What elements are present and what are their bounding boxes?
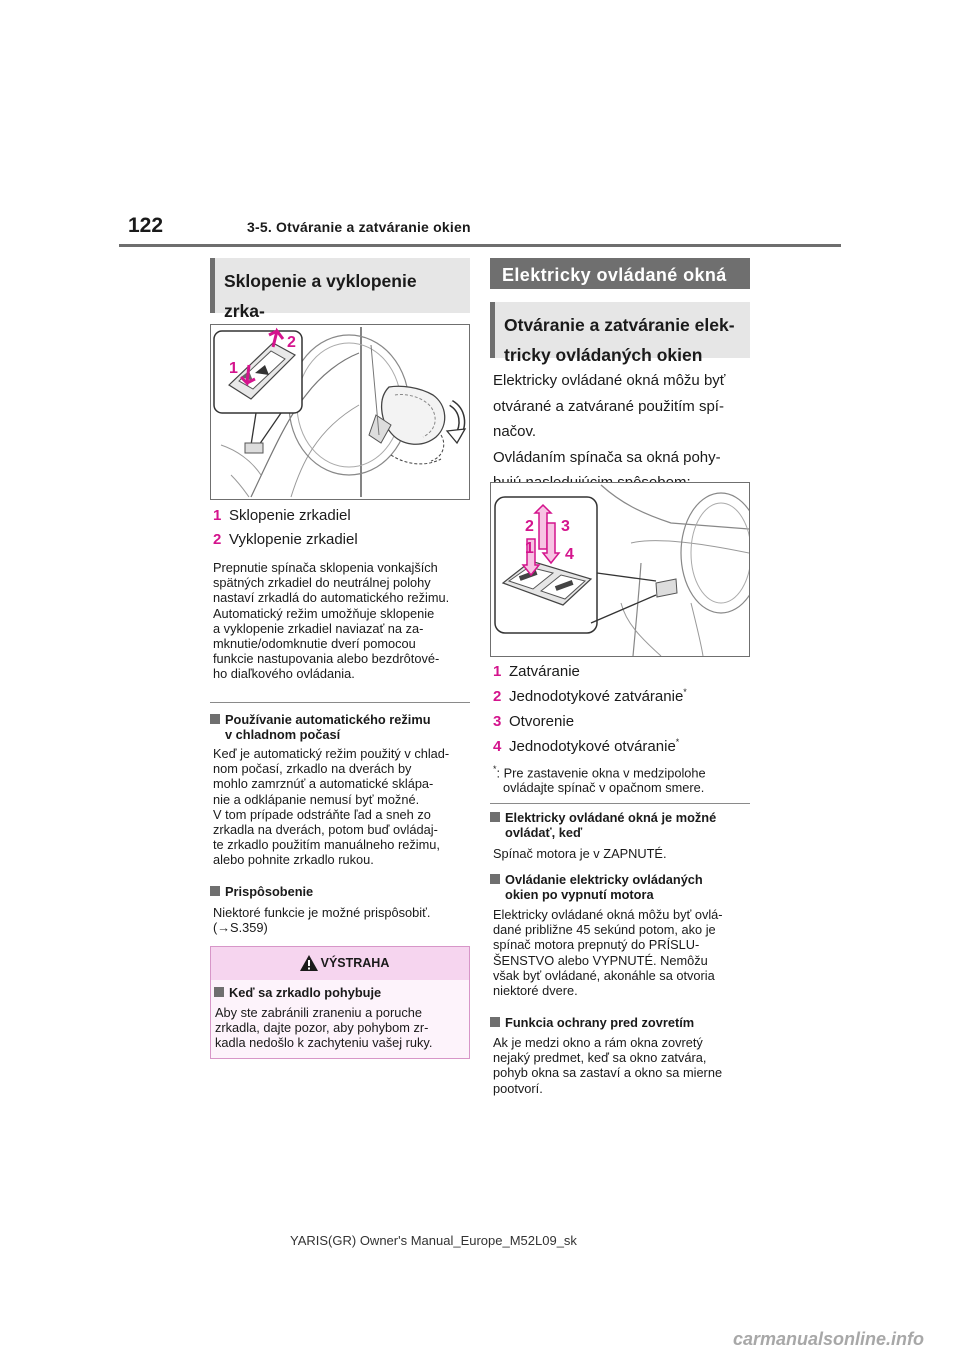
item-number: 1 — [493, 663, 502, 680]
section-title-mirrors — [210, 258, 470, 321]
text-line: Elektricky ovládané okná môžu byť — [493, 372, 726, 389]
text-line: zrkadla, dajte pozor, aby pohybom zr- — [215, 1020, 429, 1036]
text-line: Ak je medzi okno a rám okna zovretý — [493, 1035, 703, 1050]
text-line: nejaký predmet, keď sa okno zatvára, — [493, 1050, 707, 1066]
text-line: V tom prípade odstráňte ľad a sneh zo — [213, 806, 431, 822]
callout-2: 2 — [287, 334, 296, 351]
text-line: nastaví zrkadlá do automatického režimu. — [213, 590, 450, 606]
window-switch-illustration — [491, 483, 749, 656]
item-number: 3 — [493, 713, 502, 730]
text-line: : Pre zastavenie okna v medzipolohe — [496, 765, 706, 781]
item-number: 2 — [213, 531, 222, 548]
text-line: pootvorí. — [493, 1080, 543, 1096]
text-line: Automatický režim umožňuje sklopenie — [213, 605, 435, 621]
divider — [490, 803, 750, 804]
text-line: pohyb okna sa zastaví a okno sa mierne — [493, 1065, 723, 1081]
callout-1: 1 — [525, 540, 534, 557]
text-line: Prepnutie spínača sklopenia vonkajších — [213, 560, 438, 575]
text-line: mohlo zamrznúť a automatické sklápa- — [213, 776, 434, 792]
windows-intro — [493, 368, 753, 496]
mirror-figure — [210, 324, 470, 500]
customization-heading: Prispôsobenie — [210, 884, 470, 899]
item-text: Zatváranie — [509, 663, 580, 680]
text-line: spínač motora prepnutý do PRÍSLU- — [493, 937, 700, 953]
text-line: a vyklopenie zrkadiel naviazať na za- — [213, 620, 424, 636]
text-line: spätných zrkadiel do neutrálnej polohy — [213, 575, 431, 591]
text-line: nie a odklápanie nemusí byť možné. — [213, 791, 420, 807]
item-text: Jednodotykové otváranie — [509, 738, 676, 755]
heading-line: Elektricky ovládané okná je možné — [505, 810, 717, 825]
text-line: niektoré dvere. — [493, 983, 578, 999]
list-item — [493, 712, 574, 730]
page-number: 122 — [128, 214, 164, 237]
operate-when-text: Spínač motora je v ZAPNUTÉ. — [493, 846, 667, 861]
text-line: Keď je automatický režim použitý v chlad- — [213, 746, 450, 761]
cold-weather-paragraph — [213, 746, 473, 868]
list-item — [213, 507, 351, 524]
window-switch-figure — [490, 482, 750, 657]
item-number: 2 — [493, 688, 502, 705]
list-item — [213, 531, 358, 548]
warning-title: VÝSTRAHA — [320, 956, 390, 970]
heading-line: Používanie automatického režimu — [225, 712, 431, 727]
heading-line: Ovládanie elektricky ovládaných — [505, 872, 703, 887]
after-engine-off-paragraph — [493, 907, 755, 998]
mirror-illustration — [211, 325, 469, 499]
jam-protection-heading: Funkcia ochrany pred zovretím — [490, 1015, 752, 1030]
text-line: alebo pohnite zrkadlo rukou. — [213, 852, 374, 868]
item-number: 1 — [213, 507, 222, 524]
list-item — [493, 687, 687, 705]
warning-heading: Keď sa zrkadlo pohybuje — [214, 985, 464, 1000]
item-text: Vyklopenie zrkadiel — [229, 531, 358, 548]
jam-protection-paragraph — [493, 1035, 755, 1096]
header-rule — [119, 244, 841, 247]
item-text: Otvorenie — [509, 713, 575, 730]
list-item — [493, 737, 679, 755]
item-number: 4 — [493, 738, 502, 755]
footnote-star: * — [675, 737, 680, 747]
text-line: však byť ovládané, akonáhle sa otvoria — [493, 967, 715, 983]
warning-box — [210, 946, 470, 1059]
chapter-title: 3-5. Otváranie a zatváranie okien — [247, 219, 471, 235]
text-line: mknutie/odomknutie dverí pomocou — [213, 636, 416, 652]
text-line: otvárané a zatvárané použitím spí- — [493, 397, 724, 415]
text-line: kadla nedošlo k zachyteniu vašej ruky. — [215, 1035, 433, 1051]
section-title-line: Otváranie a zatváranie elek- — [504, 315, 735, 335]
customization-paragraph — [213, 905, 473, 935]
section-title-windows — [490, 302, 750, 365]
warning-text — [215, 1005, 469, 1051]
callout-1: 1 — [229, 360, 238, 377]
heading-line: v chladnom počasí — [225, 727, 341, 742]
text-line: zrkadla na dverách, potom buď ovládaj- — [213, 822, 438, 838]
watermark: carmanualsonline.info — [732, 1329, 924, 1349]
footer-manual-id: YARIS(GR) Owner's Manual_Europe_M52L09_sk — [290, 1233, 577, 1248]
customize-link[interactable]: (→S.359) — [213, 920, 268, 936]
list-item — [493, 662, 580, 680]
callout-3: 3 — [561, 518, 570, 535]
callout-4: 4 — [565, 546, 574, 563]
text-line: ho diaľkového ovládania. — [213, 666, 355, 682]
footnote — [493, 762, 753, 796]
warning-header — [211, 947, 469, 980]
text-line: ovládajte spínač v opačnom smere. — [503, 780, 705, 796]
heading-line: ovládať, keď — [505, 825, 583, 840]
cold-weather-heading — [210, 712, 470, 742]
section-title-line: tricky ovládaných okien — [504, 345, 703, 365]
text-line: Aby ste zabránili zraneniu a poruche — [215, 1005, 423, 1020]
section-bar-power-windows: Elektricky ovládané okná — [490, 258, 750, 289]
after-engine-off-heading — [490, 872, 752, 902]
item-text: Sklopenie zrkadiel — [229, 507, 351, 524]
divider — [210, 702, 470, 703]
operate-when-heading — [490, 810, 752, 840]
heading-line: okien po vypnutí motora — [505, 887, 654, 902]
text-line: ŠENSTVO alebo VYPNUTÉ. Nemôžu — [493, 952, 708, 968]
section-title-line: Sklopenie a vyklopenie zrka- — [224, 271, 417, 321]
text-line: te zrkadlo použitím manuálneho režimu, — [213, 837, 440, 853]
text-line: načov. — [493, 423, 537, 441]
footnote-star: * — [683, 687, 687, 697]
text-line: Elektricky ovládané okná môžu byť ovlá- — [493, 907, 723, 922]
text-line: dané približne 45 sekúnd potom, ako je — [493, 922, 716, 938]
text-line: funkcie nastupovania alebo bezdrôtové- — [213, 651, 440, 667]
mirror-auto-paragraph — [213, 560, 473, 682]
footnote-star: * — [493, 764, 497, 774]
text-line: Ovládaním spínača sa okná pohy- — [493, 448, 721, 466]
text-line: Niektoré funkcie je možné prispôsobiť. — [213, 905, 431, 920]
text-line: nom počasí, zrkadlo na dverách by — [213, 761, 412, 777]
callout-2: 2 — [525, 518, 534, 535]
item-text: Jednodotykové zatváranie — [509, 688, 684, 705]
